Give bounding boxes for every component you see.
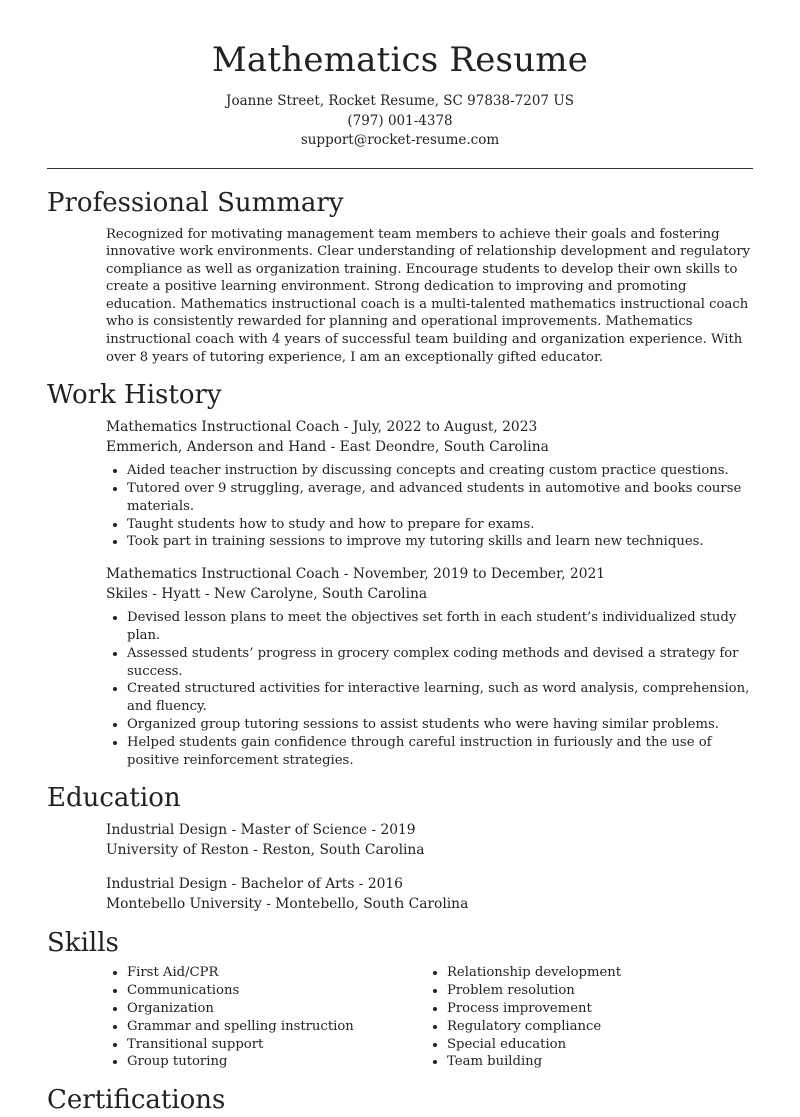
job-entry — [106, 418, 753, 551]
skill-item: • Organization — [127, 1000, 426, 1018]
education-entry — [106, 875, 753, 914]
job-bullet: • Devised lesson plans to meet the objectives set forth in each student’s individualized study plan. — [127, 609, 753, 645]
skill-item: • Process improvement — [447, 1000, 746, 1018]
email: support@rocket-resume.com — [300, 132, 500, 148]
education-section — [47, 781, 753, 914]
skills-section — [47, 926, 753, 1071]
job-bullet: • Aided teacher instruction by discussing concepts and creating custom practice questions. — [127, 462, 753, 480]
skill-item: • Special education — [447, 1036, 746, 1054]
summary-text: Recognized for motivating management team members to achieve their goals and fostering innovative work environments. Clear understanding of relationship development and regulatory compliance as well as organization training. Encourage students to develop their own skills to create a positive learning environment. Strong dedication to improving and promoting education. Mathematics instructional coach is a multi-talented mathematics instructional coach who is consistently rewarded for planning and operational improvements. Mathematics instructional coach with 4 years of successful team building and organization experience. With over 8 years of tutoring experience, I am an exceptionally gifted educator. — [106, 226, 751, 365]
job-bullet: • Helped students gain confidence through careful instruction in furiously and the use of positive reinforcement strategies. — [127, 734, 753, 770]
work-history-section — [47, 378, 753, 769]
section-title-education: Education — [47, 783, 181, 814]
job-bullets — [106, 462, 753, 551]
job-title-line: Mathematics Instructional Coach - November, 2019 to December, 2021 — [106, 566, 606, 583]
section-title-summary: Professional Summary — [47, 187, 344, 218]
degree-line: Industrial Design - Bachelor of Arts - 2016 — [106, 876, 403, 893]
job-bullets — [106, 609, 753, 769]
skill-item: • Problem resolution — [447, 982, 746, 1000]
header-divider — [47, 168, 753, 169]
school-line: Montebello University - Montebello, South Carolina — [106, 895, 469, 912]
skill-item: • Regulatory compliance — [447, 1018, 746, 1036]
job-bullet: • Created structured activities for interactive learning, such as word analysis, comprehension, and fluency. — [127, 680, 753, 716]
job-org-line: Skiles - Hyatt - New Carolyne, South Carolina — [106, 585, 428, 602]
school-line: University of Reston - Reston, South Carolina — [106, 841, 425, 858]
job-org-line: Emmerich, Anderson and Hand - East Deondre, South Carolina — [106, 438, 549, 455]
job-bullet: • Assessed students’ progress in grocery complex coding methods and devised a strategy for success. — [127, 645, 753, 681]
phone: (797) 001-4378 — [347, 112, 453, 129]
degree-line: Industrial Design - Master of Science - 2019 — [106, 822, 416, 839]
job-bullet: • Taught students how to study and how to prepare for exams. — [127, 516, 753, 534]
summary-section — [47, 186, 753, 367]
resume-title: Mathematics Resume — [211, 40, 589, 80]
job-bullet: • Organized group tutoring sessions to assist students who were having similar problems. — [127, 716, 753, 734]
skill-item: • Group tutoring — [127, 1053, 426, 1071]
skill-item: • Team building — [447, 1053, 746, 1071]
job-entry — [106, 565, 753, 769]
skills-grid — [106, 964, 753, 1071]
skill-item: • Transitional support — [127, 1036, 426, 1054]
section-title-work-history: Work History — [47, 380, 222, 411]
job-bullet: • Tutored over 9 struggling, average, and advanced students in automotive and books course materials. — [127, 480, 753, 516]
skills-column-left — [106, 964, 426, 1071]
section-title-skills: Skills — [47, 928, 119, 959]
job-bullet: • Took part in training sessions to improve my tutoring skills and learn new techniques. — [127, 533, 753, 551]
section-title-certifications: Certifications — [47, 1085, 226, 1116]
education-entry — [106, 821, 753, 860]
address: Joanne Street, Rocket Resume, SC 97838-7207 US — [226, 93, 574, 109]
certifications-section — [47, 1083, 753, 1117]
resume-header — [0, 0, 800, 151]
job-title-line: Mathematics Instructional Coach - July, 2022 to August, 2023 — [106, 419, 538, 436]
skill-item: • First Aid/CPR — [127, 964, 426, 982]
skill-item: • Communications — [127, 982, 426, 1000]
skill-item: • Relationship development — [447, 964, 746, 982]
skill-item: • Grammar and spelling instruction — [127, 1018, 426, 1036]
skills-column-right — [426, 964, 746, 1071]
